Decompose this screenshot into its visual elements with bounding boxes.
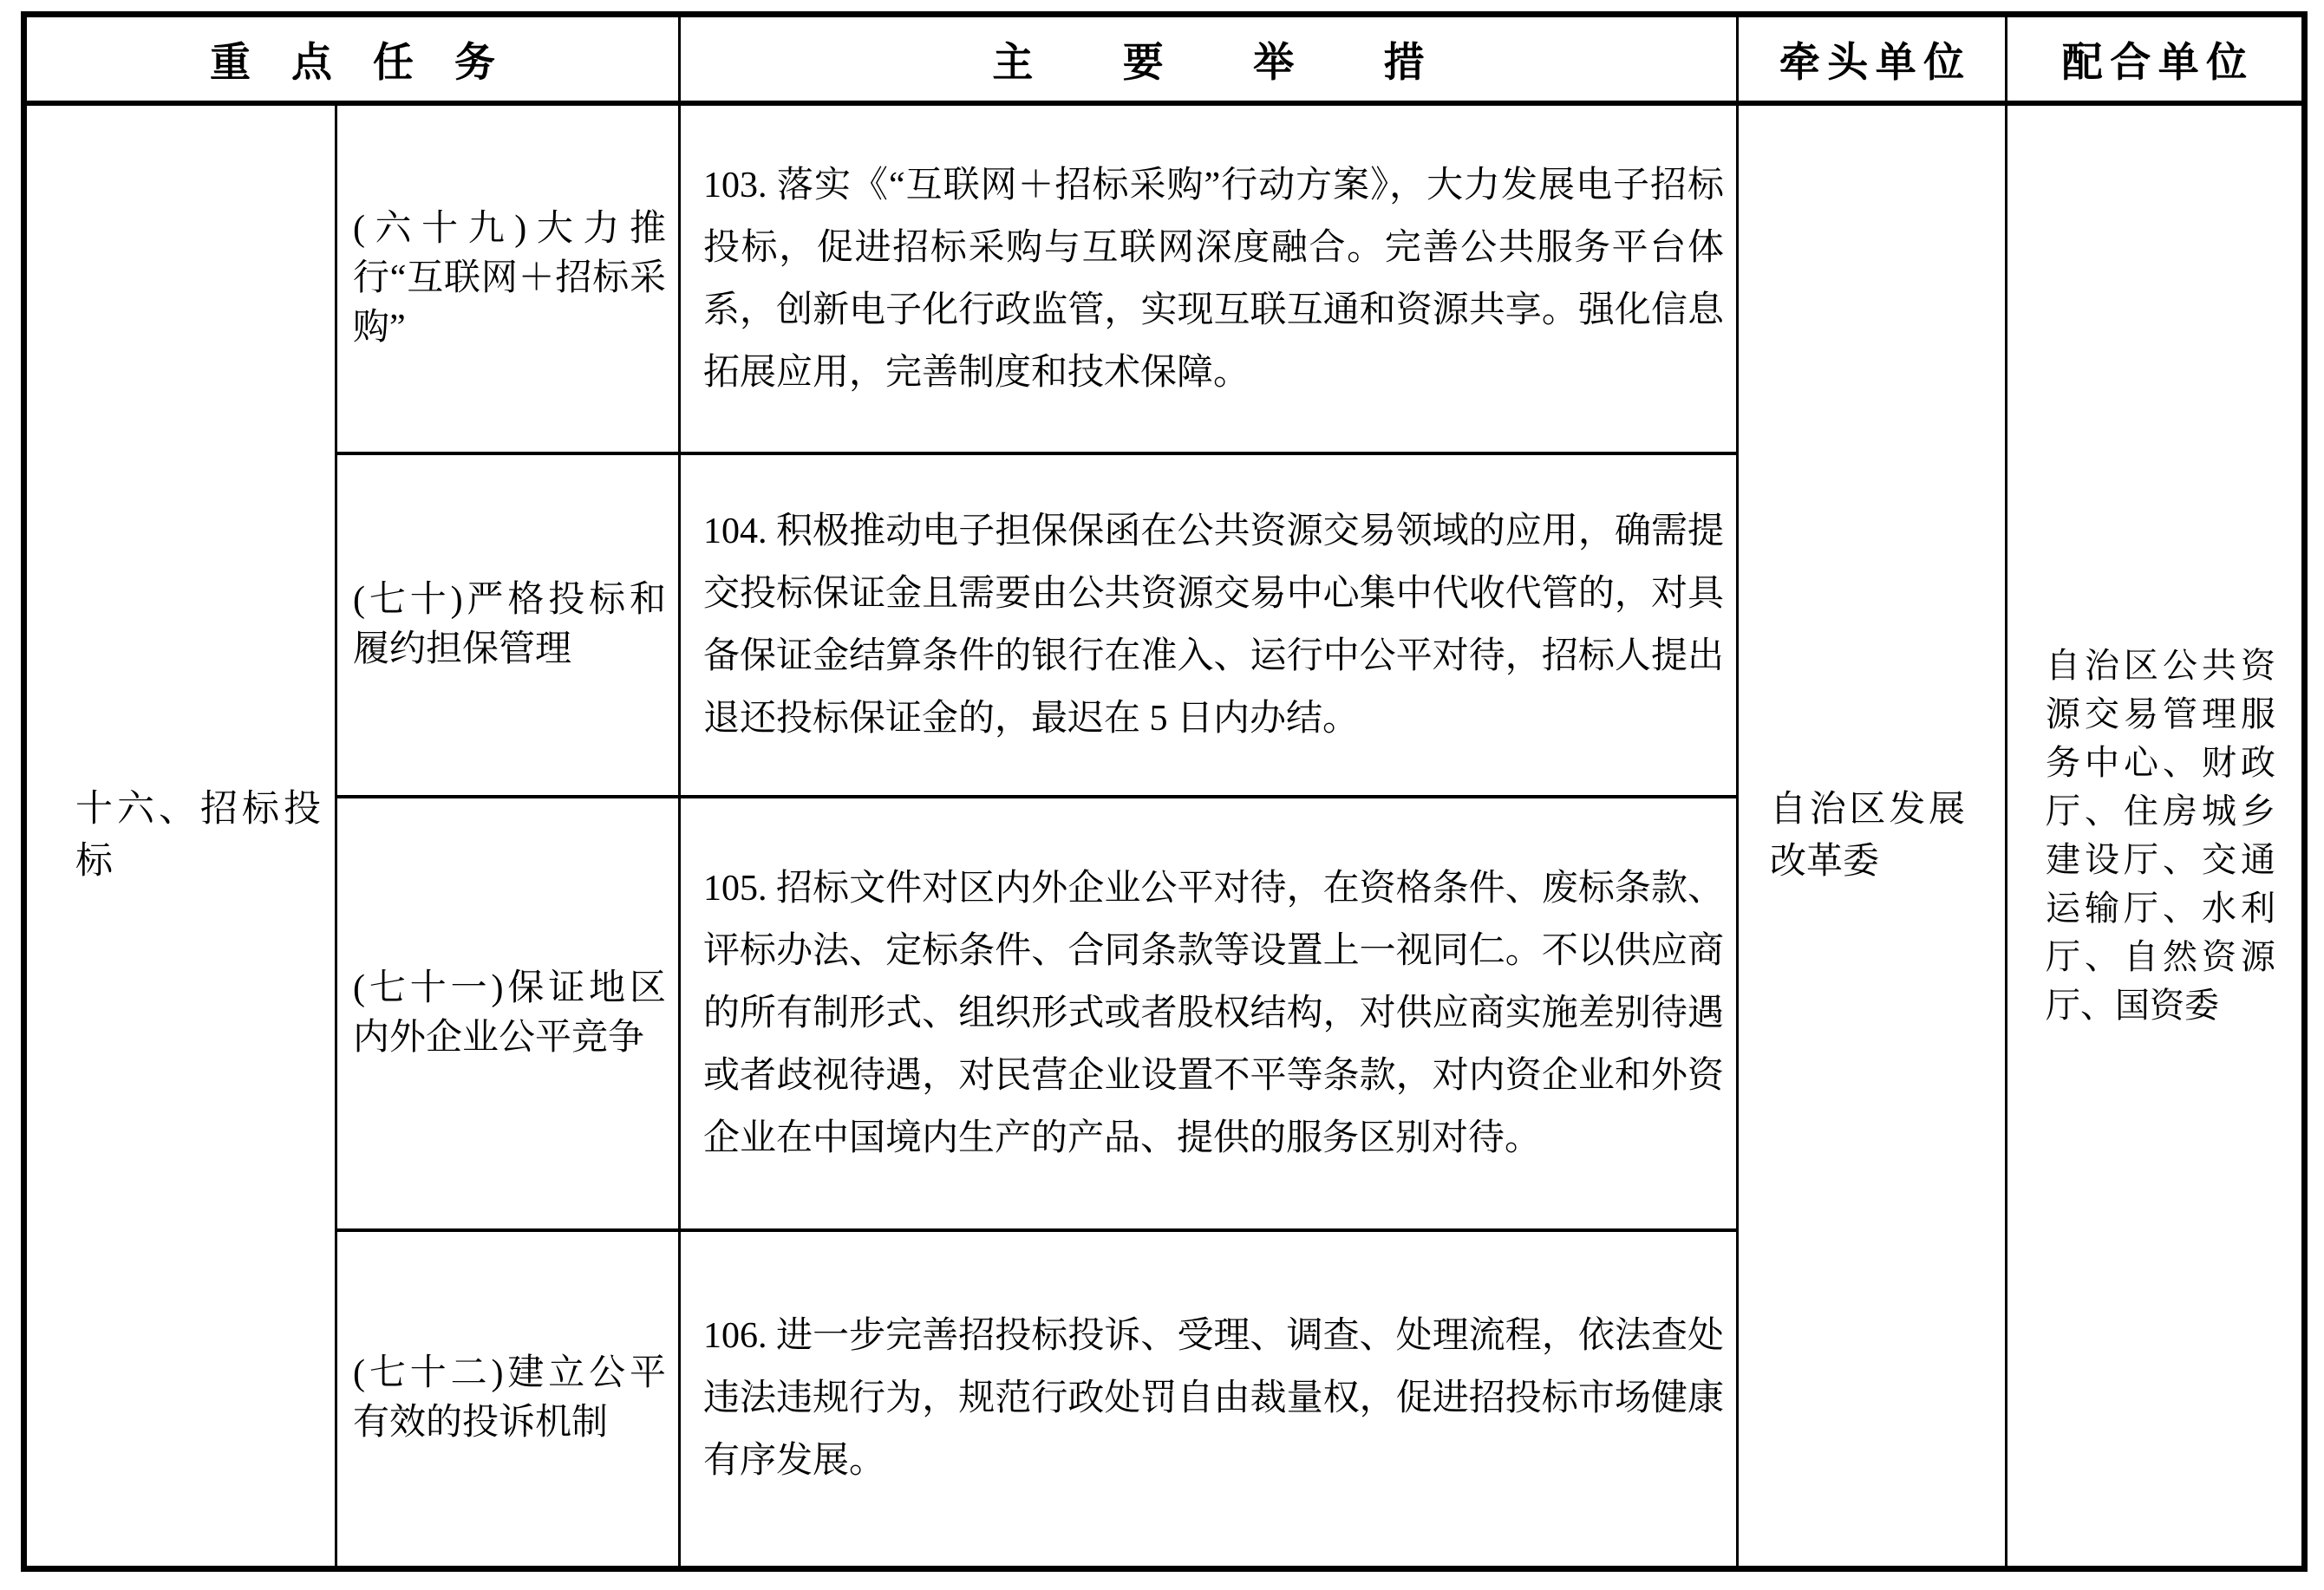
measure-cell-104: 104. 积极推动电子担保保函在公共资源交易领域的应用，确需提交投标保证金且需要由公共资源交易中心集中代收代管的，对具备保证金结算条件的银行在准入、运行中公平对待，招标人提出退还投标保证金的，最迟在 5 日内办结。 [680, 453, 1738, 797]
task-cell-72: (七十二)建立公平有效的投诉机制 [336, 1230, 680, 1568]
key-tasks-table [21, 11, 2308, 1572]
header-key-tasks: 重点任务 [24, 15, 680, 104]
header-support-unit: 配合单位 [2007, 15, 2305, 104]
measure-cell-105: 105. 招标文件对区内外企业公平对待，在资格条件、废标条款、评标办法、定标条件、合同条款等设置上一视同仁。不以供应商的所有制形式、组织形式或者股权结构，对供应商实施差别待遇或者歧视待遇，对民营企业设置不平等条款，对内资企业和外资企业在中国境内生产的产品、提供的服务区别对待。 [680, 797, 1738, 1230]
task-cell-70: (七十)严格投标和履约担保管理 [336, 453, 680, 797]
header-lead-unit: 牵头单位 [1738, 15, 2007, 104]
measure-cell-106: 106. 进一步完善招投标投诉、受理、调查、处理流程，依法查处违法违规行为，规范行政处罚自由裁量权，促进招投标市场健康有序发展。 [680, 1230, 1738, 1568]
table-header-row [24, 15, 2305, 104]
support-units-cell: 自治区公共资源交易管理服务中心、财政厅、住房城乡建设厅、交通运输厅、水利厅、自然资源厅、国资委 [2007, 103, 2305, 1568]
measure-cell-103: 103. 落实《“互联网＋招标采购”行动方案》，大力发展电子招标投标，促进招标采购与互联网深度融合。完善公共服务平台体系，创新电子化行政监管，实现互联互通和资源共享。强化信息拓展应用，完善制度和技术保障。 [680, 103, 1738, 453]
header-main-measures: 主要举措 [680, 15, 1738, 104]
task-cell-69: (六十九)大力推行“互联网＋招标采购” [336, 103, 680, 453]
table-row [24, 103, 2305, 453]
task-cell-71: (七十一)保证地区内外企业公平竞争 [336, 797, 680, 1230]
lead-unit-cell: 自治区发展改革委 [1738, 103, 2007, 1568]
section-label-cell: 十六、招标投标 [24, 103, 336, 1568]
